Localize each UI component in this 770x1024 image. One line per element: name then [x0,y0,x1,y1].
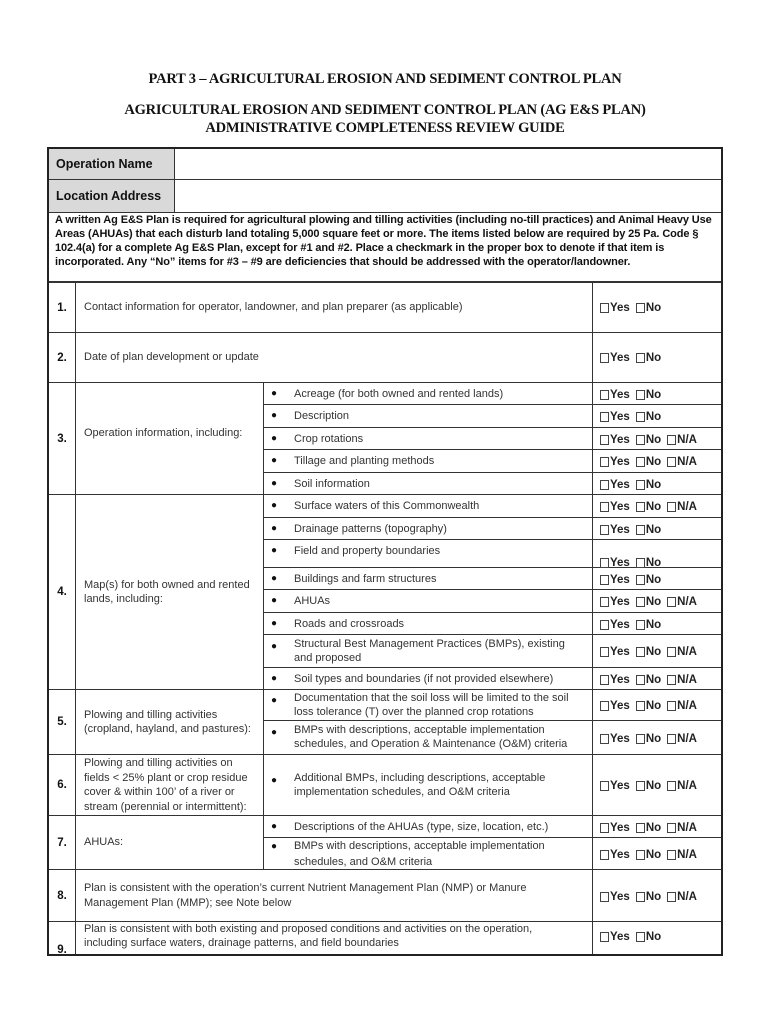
bullet-icon: ● [271,410,278,421]
options [600,690,720,722]
bullet-icon: ● [271,387,278,399]
checkbox-icon [600,701,609,711]
subitem: ● AHUAs [271,595,331,607]
item-text: Contact information for operator, landowner, and plan preparer (as applicable) [84,301,463,314]
na-checkbox[interactable]: N/A [667,733,697,745]
no-checkbox[interactable]: No [636,822,661,834]
divider [174,148,175,212]
na-checkbox[interactable]: N/A [667,891,697,903]
checkbox-icon [636,303,645,313]
options [600,922,720,952]
options [600,405,720,429]
checkbox-icon [667,435,676,445]
na-checkbox[interactable]: N/A [667,456,697,468]
yes-checkbox[interactable]: Yes [600,434,630,446]
checkbox-icon [636,647,645,657]
no-checkbox[interactable]: No [636,434,661,446]
subitem: ● Crop rotations [271,432,364,445]
checkbox-icon [636,390,645,400]
options [600,333,720,382]
yes-checkbox[interactable]: Yes [600,302,630,314]
yes-checkbox[interactable]: Yes [600,646,630,658]
no-checkbox[interactable]: No [636,524,661,536]
item-text: Date of plan development or update [84,351,259,364]
checkbox-icon [636,823,645,833]
checkbox-icon [636,575,645,585]
options [600,383,720,406]
options [600,668,720,691]
subitem: ● Acreage (for both owned and rented lands) [271,387,504,400]
options [600,495,720,519]
item-text: Plowing and tilling activities on fields < 25% plant or crop residue cover & within 100’ of a river or stream (perennial or intermittent): [84,757,248,813]
item-number: 8. [57,889,67,902]
bullet-icon: ● [271,775,278,786]
checkbox-icon [600,647,609,657]
divider [48,179,722,180]
checkbox-icon [600,850,609,860]
checkbox-icon [636,701,645,711]
checkbox-icon [636,480,645,490]
subitem: ● Drainage patterns (topography) [271,522,447,535]
checkbox-icon [667,502,676,512]
yes-checkbox[interactable]: Yes [600,733,630,745]
yes-checkbox[interactable]: Yes [600,557,630,569]
yes-checkbox[interactable]: Yes [600,619,630,631]
na-checkbox[interactable]: N/A [667,596,697,608]
location-address-label: Location Address [48,180,174,212]
no-checkbox[interactable]: No [636,596,661,608]
subitem: ● Tillage and planting methods [271,455,435,467]
yes-checkbox[interactable]: Yes [600,931,630,943]
subitem: ● Soil types and boundaries (if not provided elsewhere) [271,672,554,685]
checkbox-icon [636,412,645,422]
checkbox-icon [667,457,676,467]
yes-checkbox[interactable]: Yes [600,574,630,586]
options [600,755,720,817]
checkbox-icon [636,525,645,535]
location-address-field[interactable] [175,180,721,212]
na-checkbox[interactable]: N/A [667,434,697,446]
item-number: 2. [57,351,67,364]
checkbox-icon [600,558,609,568]
subitem: ● Soil information [271,477,370,490]
bullet-icon: ● [271,455,278,466]
operation-name-field[interactable] [175,148,721,179]
item-number: 7. [57,836,67,849]
checkbox-icon [636,781,645,791]
item-text: Plan is consistent with both existing and proposed conditions and activities on the operation, including surface waters, drainage patterns, and field boundaries [84,922,533,949]
document-subtitle [0,101,770,137]
item-text: AHUAs: [84,836,124,849]
checkbox-icon [636,892,645,902]
subitem: ● Field and property boundaries [271,545,441,557]
yes-checkbox[interactable]: Yes [600,822,630,834]
checkbox-icon [600,597,609,607]
item-number: 3. [57,432,67,445]
options [600,283,720,332]
na-checkbox[interactable]: N/A [667,646,697,658]
checkbox-icon [600,823,609,833]
bullet-icon: ● [271,841,278,852]
no-checkbox[interactable]: No [636,479,661,491]
bullet-icon: ● [271,545,278,556]
checkbox-icon [636,734,645,744]
checkbox-icon [600,675,609,685]
no-checkbox[interactable]: No [636,411,661,423]
checkbox-icon [667,823,676,833]
checkbox-icon [636,932,645,942]
bullet-icon: ● [271,617,278,629]
no-checkbox[interactable]: No [636,389,661,401]
subitem: ● Descriptions of the AHUAs (type, size, location, etc.) [271,820,549,833]
bullet-icon: ● [271,672,278,684]
subitem: ● Surface waters of this Commonwealth [271,500,480,512]
subitem: ● Additional BMPs, including descriptions, acceptable implementation schedules, and O&M criteria [271,772,546,798]
options [600,450,720,474]
subitem: ● Buildings and farm structures [271,572,437,585]
item-number: 4. [57,586,67,598]
bullet-icon: ● [271,477,278,489]
no-checkbox[interactable]: No [636,700,661,712]
item-number: 9. [57,944,67,956]
no-checkbox[interactable]: No [636,849,661,861]
checkbox-icon [636,597,645,607]
item-text: Plowing and tilling activities (cropland, hayland, and pastures): [84,708,251,735]
bullet-icon: ● [271,432,278,444]
subitem: ● BMPs with descriptions, acceptable implementation schedules, and O&M criteria [271,840,545,868]
no-checkbox[interactable]: No [636,891,661,903]
item-number: 1. [57,301,67,314]
yes-checkbox[interactable]: Yes [600,352,630,364]
checkbox-icon [600,435,609,445]
bullet-icon: ● [271,820,278,832]
checkbox-icon [600,502,609,512]
no-checkbox[interactable]: No [636,557,661,569]
checkbox-icon [636,435,645,445]
subitem: ● BMPs with descriptions, acceptable implementation schedules, and Operation & Maintenance (O&M) criteria [271,724,568,750]
yes-checkbox[interactable]: Yes [600,700,630,712]
yes-checkbox[interactable]: Yes [600,674,630,686]
yes-checkbox[interactable]: Yes [600,501,630,513]
no-checkbox[interactable]: No [636,931,661,943]
options [600,518,720,541]
item-text: Map(s) for both owned and rented lands, including: [84,578,250,605]
instructions-paragraph: A written Ag E&S Plan is required for agricultural plowing and tilling activities (including no-till practices) and Animal Heavy Use Areas (AHUAs) that each disturb land totaling 5,000 square feet or more. The items listed below are required by 25 Pa. Code § 102.4(a) for a complete Ag E&S Plan, except for #1 and #2. Place a checkmark in the proper box to denote if that item is incorporated. Any “No” items for #3 – #9 are deficiencies that should be addressed with the operator/landowner. [55,214,712,268]
no-checkbox[interactable]: No [636,733,661,745]
yes-checkbox[interactable]: Yes [600,596,630,608]
checkbox-icon [600,412,609,422]
no-checkbox[interactable]: No [636,619,661,631]
checkbox-icon [600,390,609,400]
checkbox-icon [667,892,676,902]
part-title: PART 3 – AGRICULTURAL EROSION AND SEDIMENT CONTROL PLAN [148,71,622,87]
checkbox-icon [600,303,609,313]
bullet-icon: ● [271,727,278,738]
no-checkbox[interactable]: No [636,646,661,658]
subitem: ● Documentation that the soil loss will be limited to the soil loss tolerance (T) over the planned crop rotations [271,692,569,718]
checkbox-icon [667,647,676,657]
operation-name-label: Operation Name [48,148,174,179]
checkbox-icon [600,620,609,630]
checkbox-icon [667,850,676,860]
checkbox-icon [636,457,645,467]
yes-checkbox[interactable]: Yes [600,849,630,861]
no-checkbox[interactable]: No [636,674,661,686]
checkbox-icon [636,620,645,630]
checkbox-icon [600,525,609,535]
na-checkbox[interactable]: N/A [667,849,697,861]
checkbox-icon [600,353,609,363]
checkbox-icon [636,353,645,363]
checkbox-icon [667,597,676,607]
no-checkbox[interactable]: No [636,501,661,513]
subitem: ● Description [271,410,350,422]
divider [48,212,722,213]
options [600,590,720,614]
na-checkbox[interactable]: N/A [667,674,697,686]
no-checkbox[interactable]: No [636,574,661,586]
yes-checkbox[interactable]: Yes [600,780,630,792]
options [600,428,720,451]
bullet-icon: ● [271,522,278,534]
no-checkbox[interactable]: No [636,780,661,792]
options [600,473,720,496]
options [600,613,720,636]
na-checkbox[interactable]: N/A [667,501,697,513]
options [600,568,720,591]
item-text: Plan is consistent with the operation’s current Nutrient Management Plan (NMP) or Manure Management Plan (MMP); see Note below [84,882,527,909]
checkbox-icon [600,892,609,902]
bullet-icon: ● [271,500,278,511]
yes-checkbox[interactable]: Yes [600,524,630,536]
no-checkbox[interactable]: No [636,302,661,314]
item-number: 5. [57,716,67,728]
no-checkbox[interactable]: No [636,456,661,468]
options [600,816,720,839]
checkbox-icon [636,850,645,860]
checkbox-icon [600,457,609,467]
checkbox-icon [667,701,676,711]
yes-checkbox[interactable]: Yes [600,411,630,423]
yes-checkbox[interactable]: Yes [600,456,630,468]
options [600,540,720,569]
checkbox-icon [600,575,609,585]
subitem: ● Roads and crossroads [271,617,405,630]
checkbox-icon [636,675,645,685]
yes-checkbox[interactable]: Yes [600,891,630,903]
checkbox-icon [667,781,676,791]
options [600,721,720,756]
bullet-icon: ● [271,595,278,606]
na-checkbox[interactable]: N/A [667,822,697,834]
checkbox-icon [600,781,609,791]
subtitle-line-2: ADMINISTRATIVE COMPLETENESS REVIEW GUIDE [205,120,565,136]
subitem: ● Structural Best Management Practices (BMPs), existing and proposed [271,638,565,664]
options [600,838,720,871]
bullet-icon: ● [271,695,278,706]
yes-checkbox[interactable]: Yes [600,479,630,491]
checkbox-icon [636,558,645,568]
item-text: Operation information, including: [84,426,243,439]
checkbox-icon [600,932,609,942]
bullet-icon: ● [271,641,278,652]
options [600,635,720,669]
na-checkbox[interactable]: N/A [667,700,697,712]
na-checkbox[interactable]: N/A [667,780,697,792]
yes-checkbox[interactable]: Yes [600,389,630,401]
item-number: 6. [57,779,67,791]
bullet-icon: ● [271,572,278,584]
checkbox-icon [667,675,676,685]
checkbox-icon [667,734,676,744]
options [600,870,720,923]
checkbox-icon [636,502,645,512]
checkbox-icon [600,480,609,490]
subtitle-line-1: AGRICULTURAL EROSION AND SEDIMENT CONTROL PLAN (AG E&S PLAN) [124,102,646,118]
no-checkbox[interactable]: No [636,352,661,364]
checkbox-icon [600,734,609,744]
